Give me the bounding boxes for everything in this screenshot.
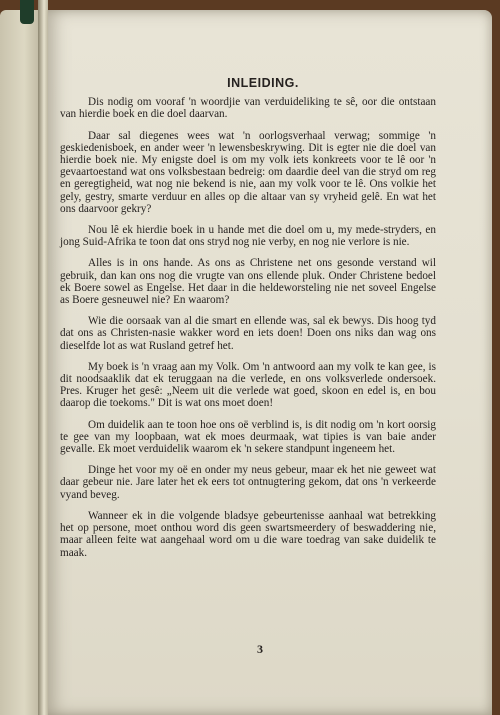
paragraph-4: Alles is in ons hande. As ons as Christene net ons gesonde verstand wil gebruik, dan kan ons nog die vrugte van ons ellende pluk. Onder Christene bedoel ek Boere sowel as Engelse. Het daar in die heldeworsteling nie net soveel Engelse as Boere gesneuwel nie? En waarom? <box>60 257 436 307</box>
paragraph-6: My boek is 'n vraag aan my Volk. Om 'n antwoord aan my volk te kan gee, is dit noodsaaklik dat ek teruggaan na die verlede, en ons volksverlede ondersoek. Pres. Kruger het gesê: „Neem uit die verlede wat goed, skoon en edel is, en bou daarop die toekoms." Dit is wat ons moet doen! <box>60 360 436 410</box>
book-spine <box>38 0 48 715</box>
page-text <box>60 77 436 568</box>
paragraph-1: Dis nodig om vooraf 'n woordjie van verduideliking te sê, oor die ontstaan van hierdie boek en die doel daarvan. <box>60 96 436 121</box>
page-number: 3 <box>257 642 263 656</box>
paragraph-7: Om duidelik aan te toon hoe ons oë verblind is, is dit nodig om 'n kort oorsig te gee van my loopbaan, wat ek moes deurmaak, wat tipies is van baie ander gevalle. Ek moet verduidelik waarom ek 'n sekere standpunt ingeneem het. <box>60 418 436 456</box>
page-title: INLEIDING. <box>227 76 299 90</box>
paragraph-8: Dinge het voor my oë en onder my neus gebeur, maar ek het nie geweet wat daar gebeur nie. Jare later het ek eers tot ontnugtering gekom, dat ons 'n verkeerde vyand beveg. <box>60 464 436 501</box>
bookmark-ribbon <box>20 0 34 24</box>
paragraph-5: Wie die oorsaak van al die smart en ellende was, sal ek bewys. Dis hoog tyd dat ons as Christen-nasie wakker word en iets doen! Doen ons niks dan wag ons dieselfde lot as wat Rusland getref het. <box>60 315 436 352</box>
paragraph-2: Daar sal diegenes wees wat 'n oorlogsverhaal verwag; sommige 'n geskiedenisboek, en ander weer 'n lewensbeskrywing. Dit is egter nie die doel van hierdie boek nie. My enigste doel is om my volk iets konkreets voor te lê oor 'n gevaartoestand wat ons volksbestaan bedreig: om daardie deel van die stryd om reg en geregtigheid, wat nog nie bekend is nie, aan my volk voor te lê. Ons volkie het gely, gestry, smarte verduur en alles op die altaar van sy vryheid gelê. En wat het ons daarvoor gekry? <box>60 129 436 215</box>
paragraph-9: Wanneer ek in die volgende bladsye gebeurtenisse aanhaal wat betrekking het op persone, moet onthou word dis geen swartsmeerdery of beswaddering nie, maar alleen feite wat aangehaal word om u die ware toedrag van sake duidelik te maak. <box>60 509 436 559</box>
paragraph-3: Nou lê ek hierdie boek in u hande met die doel om u, my mede-stryders, en jong Suid-Afrika te toon dat ons stryd nog nie verby, en nog nie verlore is nie. <box>60 224 436 249</box>
